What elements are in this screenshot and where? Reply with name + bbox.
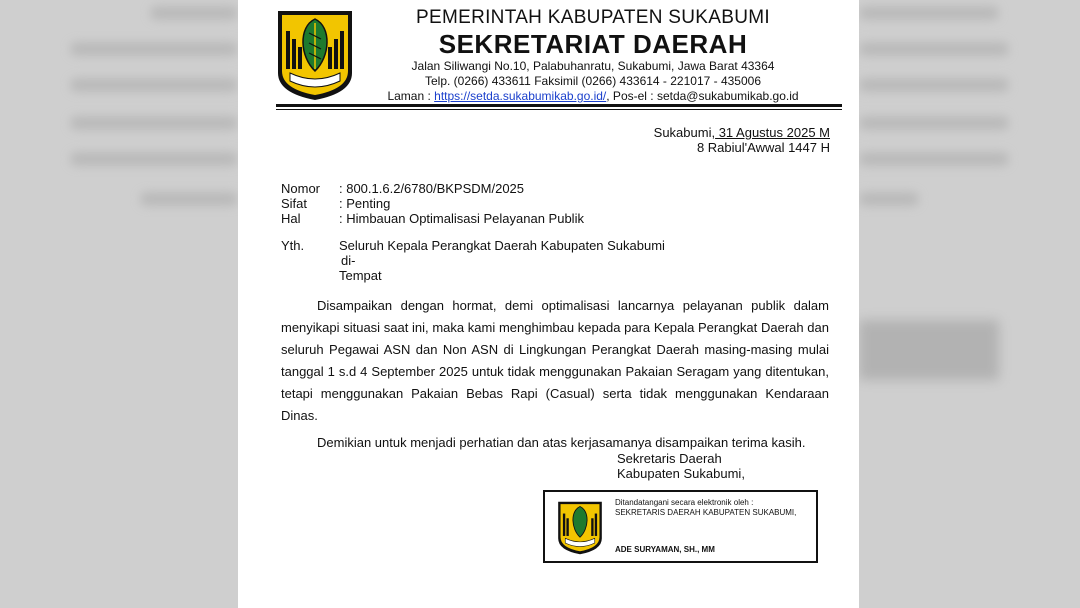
closing-sentence: Demikian untuk menjadi perhatian dan atas kerjasamanya disampaikan terima kasih.	[317, 435, 806, 450]
office-name: SEKRETARIAT DAERAH	[438, 29, 748, 59]
recipient-line-2: di-	[341, 253, 356, 268]
blurred-background-left	[0, 0, 238, 608]
sifat-label: Sifat	[281, 196, 308, 211]
kabupaten-sukabumi-crest-icon	[276, 9, 354, 102]
letter-body	[281, 295, 829, 427]
hal-value: : Himbauan Optimalisasi Pelayanan Publik	[339, 211, 584, 226]
letter-date	[654, 125, 830, 155]
letterhead-divider-thin	[276, 109, 842, 110]
sifat-value: : Penting	[339, 196, 391, 211]
body-paragraph-1: Disampaikan dengan hormat, demi optimalisasi lancarnya pelayanan publik dalam menyikapi situasi saat ini, maka kami menghimbau kepada para Kepala Perangkat Daerah dan seluruh Pegawai ASN dan Non ASN di Lingkungan Perangkat Daerah masing-masing mulai tanggal 1 s.d 4 September 2025 untuk tidak menggunakan Pakaian Seragam yang ditentukan, tetapi menggunakan Pakaian Bebas Rapi (Casual) serta tidak menggunakan Kendaraan Dinas.	[281, 298, 829, 423]
office-phone: Telp. (0266) 433611 Faksimil (0266) 433614 - 221017 - 435006	[425, 74, 761, 88]
esign-signer-name: ADE SURYAMAN, SH., MM	[615, 545, 715, 554]
recipient-label: Yth.	[281, 238, 305, 253]
date-place: Sukabumi,	[653, 125, 716, 140]
date-hijri: 8 Rabiul'Awwal 1447 H	[696, 140, 830, 155]
hal-label: Hal	[281, 211, 301, 226]
esign-line-2: SEKRETARIS DAERAH KABUPATEN SUKABUMI,	[615, 508, 797, 517]
letterhead-divider-thick	[276, 104, 842, 107]
nomor-value: : 800.1.6.2/6780/BKPSDM/2025	[339, 181, 525, 196]
signer-region: Kabupaten Sukabumi,	[617, 466, 745, 481]
office-address: Jalan Siliwangi No.10, Palabuhanratu, Sukabumi, Jawa Barat 43364	[411, 59, 775, 73]
letter-page	[238, 0, 859, 608]
signature-crest-icon	[557, 500, 603, 556]
web-label: Laman :	[387, 89, 435, 103]
letterhead	[368, 7, 818, 104]
esign-line-1: Ditandatangani secara elektronik oleh :	[615, 498, 754, 507]
blurred-background-right	[859, 0, 1080, 608]
email-label: , Pos-el : setda@sukabumikab.go.id	[606, 89, 799, 103]
website-link[interactable]: https://setda.sukabumikab.go.id/	[434, 89, 607, 103]
signer-block	[617, 451, 745, 481]
letter-meta	[281, 181, 584, 226]
office-contact	[368, 89, 818, 104]
date-gregorian: 31 Agustus 2025 M	[715, 125, 830, 140]
government-name: PEMERINTAH KABUPATEN SUKABUMI	[416, 7, 770, 28]
signer-title: Sekretaris Daerah	[617, 451, 722, 466]
electronic-signature-box	[543, 490, 818, 563]
nomor-label: Nomor	[281, 181, 321, 196]
recipient-line-3: Tempat	[339, 268, 382, 283]
recipient	[281, 238, 665, 283]
recipient-line-1: Seluruh Kepala Perangkat Daerah Kabupaten Sukabumi	[339, 238, 665, 253]
